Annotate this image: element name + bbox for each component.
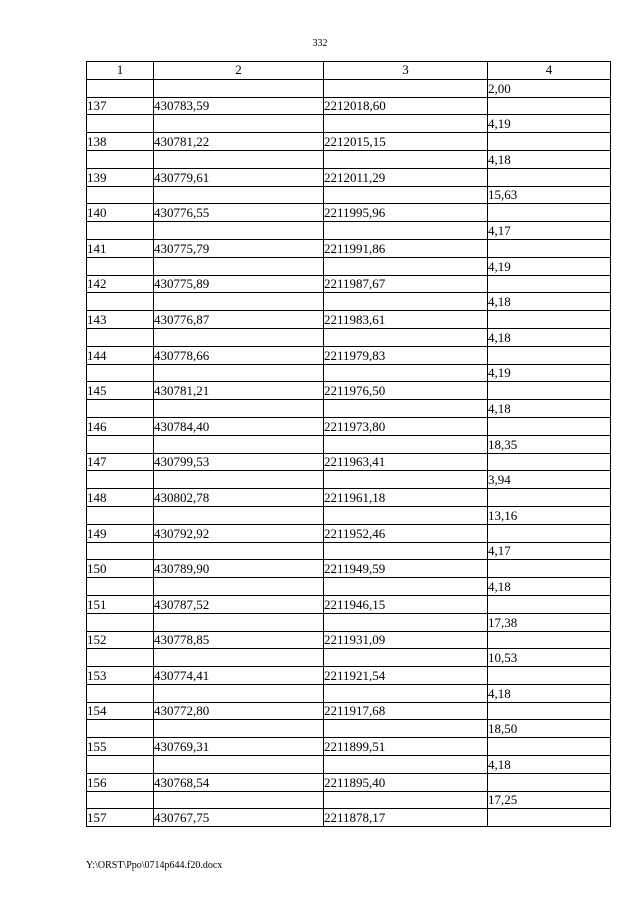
point-number-cell <box>87 720 154 738</box>
y-coordinate-cell: 2211952,46 <box>324 524 488 542</box>
distance-cell: 2,00 <box>488 79 611 97</box>
y-coordinate-cell <box>324 435 488 453</box>
distance-cell <box>488 809 611 827</box>
distance-cell <box>488 239 611 257</box>
distance-cell <box>488 168 611 186</box>
x-coordinate-cell: 430769,31 <box>154 738 324 756</box>
x-coordinate-cell <box>154 328 324 346</box>
distance-cell: 4,17 <box>488 542 611 560</box>
point-number-cell: 140 <box>87 204 154 222</box>
point-number-cell <box>87 222 154 240</box>
y-coordinate-cell: 2211976,50 <box>324 382 488 400</box>
table-row <box>87 133 611 151</box>
x-coordinate-cell <box>154 293 324 311</box>
x-coordinate-cell: 430778,85 <box>154 631 324 649</box>
x-coordinate-cell <box>154 471 324 489</box>
y-coordinate-cell: 2211931,09 <box>324 631 488 649</box>
y-coordinate-cell <box>324 578 488 596</box>
distance-cell <box>488 97 611 115</box>
table-row <box>87 275 611 293</box>
distance-cell <box>488 773 611 791</box>
distance-cell: 4,18 <box>488 684 611 702</box>
y-coordinate-cell <box>324 756 488 774</box>
distance-cell <box>488 524 611 542</box>
y-coordinate-cell: 2212015,15 <box>324 133 488 151</box>
point-number-cell <box>87 684 154 702</box>
x-coordinate-cell <box>154 186 324 204</box>
y-coordinate-cell: 2211995,96 <box>324 204 488 222</box>
y-coordinate-cell <box>324 328 488 346</box>
distance-cell: 3,94 <box>488 471 611 489</box>
table-row <box>87 720 611 738</box>
x-coordinate-cell: 430775,79 <box>154 239 324 257</box>
table-row <box>87 578 611 596</box>
point-number-cell: 153 <box>87 667 154 685</box>
point-number-cell <box>87 791 154 809</box>
table-row <box>87 115 611 133</box>
x-coordinate-cell: 430781,21 <box>154 382 324 400</box>
y-coordinate-cell: 2211899,51 <box>324 738 488 756</box>
table-row <box>87 293 611 311</box>
distance-cell: 4,17 <box>488 222 611 240</box>
point-number-cell <box>87 756 154 774</box>
y-coordinate-cell <box>324 364 488 382</box>
y-coordinate-cell <box>324 115 488 133</box>
table-row <box>87 702 611 720</box>
table-row <box>87 364 611 382</box>
y-coordinate-cell <box>324 613 488 631</box>
table-row <box>87 773 611 791</box>
point-number-cell <box>87 400 154 418</box>
table-row <box>87 471 611 489</box>
distance-cell: 18,50 <box>488 720 611 738</box>
y-coordinate-cell: 2211979,83 <box>324 346 488 364</box>
x-coordinate-cell: 430772,80 <box>154 702 324 720</box>
point-number-cell: 139 <box>87 168 154 186</box>
table-row <box>87 239 611 257</box>
distance-cell <box>488 133 611 151</box>
column-header-3: 3 <box>324 62 488 80</box>
distance-cell <box>488 275 611 293</box>
x-coordinate-cell: 430781,22 <box>154 133 324 151</box>
distance-cell <box>488 489 611 507</box>
x-coordinate-cell: 430792,92 <box>154 524 324 542</box>
y-coordinate-cell: 2212018,60 <box>324 97 488 115</box>
distance-cell: 4,18 <box>488 400 611 418</box>
x-coordinate-cell <box>154 578 324 596</box>
footer-file-path: Y:\ORST\Ppo\0714p644.f20.docx <box>86 860 223 871</box>
x-coordinate-cell <box>154 613 324 631</box>
y-coordinate-cell: 2211961,18 <box>324 489 488 507</box>
table-row <box>87 435 611 453</box>
table-row <box>87 328 611 346</box>
point-number-cell: 145 <box>87 382 154 400</box>
x-coordinate-cell <box>154 79 324 97</box>
y-coordinate-cell: 2211963,41 <box>324 453 488 471</box>
table-row <box>87 257 611 275</box>
x-coordinate-cell: 430768,54 <box>154 773 324 791</box>
x-coordinate-cell: 430783,59 <box>154 97 324 115</box>
table-row <box>87 649 611 667</box>
y-coordinate-cell <box>324 293 488 311</box>
distance-cell: 17,25 <box>488 791 611 809</box>
point-number-cell: 144 <box>87 346 154 364</box>
table-row <box>87 168 611 186</box>
point-number-cell <box>87 649 154 667</box>
y-coordinate-cell <box>324 186 488 204</box>
x-coordinate-cell: 430774,41 <box>154 667 324 685</box>
point-number-cell: 152 <box>87 631 154 649</box>
table-row <box>87 400 611 418</box>
y-coordinate-cell <box>324 506 488 524</box>
y-coordinate-cell <box>324 257 488 275</box>
distance-cell <box>488 738 611 756</box>
point-number-cell <box>87 257 154 275</box>
table-row <box>87 382 611 400</box>
x-coordinate-cell: 430799,53 <box>154 453 324 471</box>
table-row <box>87 560 611 578</box>
y-coordinate-cell: 2211921,54 <box>324 667 488 685</box>
table-row <box>87 346 611 364</box>
table-row <box>87 506 611 524</box>
y-coordinate-cell: 2211917,68 <box>324 702 488 720</box>
distance-cell: 4,18 <box>488 578 611 596</box>
distance-cell <box>488 560 611 578</box>
point-number-cell: 149 <box>87 524 154 542</box>
point-number-cell <box>87 471 154 489</box>
distance-cell <box>488 667 611 685</box>
x-coordinate-cell <box>154 222 324 240</box>
y-coordinate-cell <box>324 222 488 240</box>
point-number-cell <box>87 79 154 97</box>
y-coordinate-cell: 2212011,29 <box>324 168 488 186</box>
distance-cell: 13,16 <box>488 506 611 524</box>
distance-cell: 4,19 <box>488 364 611 382</box>
y-coordinate-cell: 2211987,67 <box>324 275 488 293</box>
distance-cell: 4,18 <box>488 756 611 774</box>
point-number-cell: 148 <box>87 489 154 507</box>
point-number-cell: 142 <box>87 275 154 293</box>
table-row <box>87 542 611 560</box>
point-number-cell <box>87 293 154 311</box>
page-number: 332 <box>312 38 328 49</box>
table-row <box>87 631 611 649</box>
x-coordinate-cell: 430776,87 <box>154 311 324 329</box>
table-row <box>87 613 611 631</box>
x-coordinate-cell <box>154 150 324 168</box>
y-coordinate-cell <box>324 649 488 667</box>
x-coordinate-cell: 430775,89 <box>154 275 324 293</box>
x-coordinate-cell <box>154 257 324 275</box>
distance-cell <box>488 311 611 329</box>
x-coordinate-cell <box>154 791 324 809</box>
y-coordinate-cell <box>324 471 488 489</box>
x-coordinate-cell <box>154 684 324 702</box>
distance-cell: 4,19 <box>488 257 611 275</box>
x-coordinate-cell: 430787,52 <box>154 595 324 613</box>
distance-cell <box>488 595 611 613</box>
distance-cell <box>488 702 611 720</box>
table-row <box>87 738 611 756</box>
distance-cell <box>488 346 611 364</box>
table-row <box>87 595 611 613</box>
table-header-row <box>87 62 611 80</box>
y-coordinate-cell <box>324 684 488 702</box>
point-number-cell: 156 <box>87 773 154 791</box>
column-header-4: 4 <box>488 62 611 80</box>
point-number-cell: 155 <box>87 738 154 756</box>
table-row <box>87 524 611 542</box>
table-row <box>87 756 611 774</box>
distance-cell <box>488 417 611 435</box>
point-number-cell <box>87 115 154 133</box>
distance-cell: 4,18 <box>488 328 611 346</box>
table-row <box>87 311 611 329</box>
x-coordinate-cell: 430779,61 <box>154 168 324 186</box>
point-number-cell: 157 <box>87 809 154 827</box>
distance-cell <box>488 382 611 400</box>
point-number-cell: 138 <box>87 133 154 151</box>
table-row <box>87 667 611 685</box>
distance-cell: 4,18 <box>488 293 611 311</box>
table-row <box>87 453 611 471</box>
table-row <box>87 417 611 435</box>
distance-cell <box>488 453 611 471</box>
point-number-cell: 150 <box>87 560 154 578</box>
x-coordinate-cell <box>154 756 324 774</box>
x-coordinate-cell: 430802,78 <box>154 489 324 507</box>
table-row <box>87 809 611 827</box>
point-number-cell: 146 <box>87 417 154 435</box>
point-number-cell: 137 <box>87 97 154 115</box>
y-coordinate-cell <box>324 542 488 560</box>
y-coordinate-cell: 2211973,80 <box>324 417 488 435</box>
y-coordinate-cell <box>324 791 488 809</box>
distance-cell: 18,35 <box>488 435 611 453</box>
x-coordinate-cell: 430784,40 <box>154 417 324 435</box>
point-number-cell <box>87 578 154 596</box>
table-row <box>87 150 611 168</box>
point-number-cell <box>87 506 154 524</box>
point-number-cell <box>87 364 154 382</box>
x-coordinate-cell <box>154 506 324 524</box>
table-row <box>87 791 611 809</box>
y-coordinate-cell <box>324 400 488 418</box>
table-row <box>87 79 611 97</box>
table-row <box>87 204 611 222</box>
table-row <box>87 222 611 240</box>
point-number-cell <box>87 186 154 204</box>
table-row <box>87 684 611 702</box>
point-number-cell: 154 <box>87 702 154 720</box>
distance-cell <box>488 204 611 222</box>
point-number-cell: 143 <box>87 311 154 329</box>
x-coordinate-cell <box>154 400 324 418</box>
distance-cell: 17,38 <box>488 613 611 631</box>
y-coordinate-cell: 2211991,86 <box>324 239 488 257</box>
y-coordinate-cell <box>324 79 488 97</box>
x-coordinate-cell <box>154 435 324 453</box>
y-coordinate-cell <box>324 720 488 738</box>
point-number-cell <box>87 613 154 631</box>
x-coordinate-cell <box>154 542 324 560</box>
x-coordinate-cell: 430778,66 <box>154 346 324 364</box>
table-row <box>87 97 611 115</box>
table-row <box>87 489 611 507</box>
x-coordinate-cell <box>154 364 324 382</box>
y-coordinate-cell <box>324 150 488 168</box>
distance-cell <box>488 631 611 649</box>
point-number-cell: 147 <box>87 453 154 471</box>
distance-cell: 10,53 <box>488 649 611 667</box>
coordinates-table-body <box>87 62 611 827</box>
point-number-cell <box>87 328 154 346</box>
y-coordinate-cell: 2211895,40 <box>324 773 488 791</box>
distance-cell: 15,63 <box>488 186 611 204</box>
coordinates-table <box>86 61 611 827</box>
x-coordinate-cell <box>154 720 324 738</box>
x-coordinate-cell: 430776,55 <box>154 204 324 222</box>
point-number-cell <box>87 150 154 168</box>
y-coordinate-cell: 2211878,17 <box>324 809 488 827</box>
point-number-cell <box>87 435 154 453</box>
x-coordinate-cell <box>154 115 324 133</box>
x-coordinate-cell <box>154 649 324 667</box>
column-header-1: 1 <box>87 62 154 80</box>
x-coordinate-cell: 430789,90 <box>154 560 324 578</box>
y-coordinate-cell: 2211983,61 <box>324 311 488 329</box>
distance-cell: 4,19 <box>488 115 611 133</box>
distance-cell: 4,18 <box>488 150 611 168</box>
y-coordinate-cell: 2211946,15 <box>324 595 488 613</box>
x-coordinate-cell: 430767,75 <box>154 809 324 827</box>
point-number-cell: 151 <box>87 595 154 613</box>
point-number-cell <box>87 542 154 560</box>
column-header-2: 2 <box>154 62 324 80</box>
table-row <box>87 186 611 204</box>
y-coordinate-cell: 2211949,59 <box>324 560 488 578</box>
point-number-cell: 141 <box>87 239 154 257</box>
